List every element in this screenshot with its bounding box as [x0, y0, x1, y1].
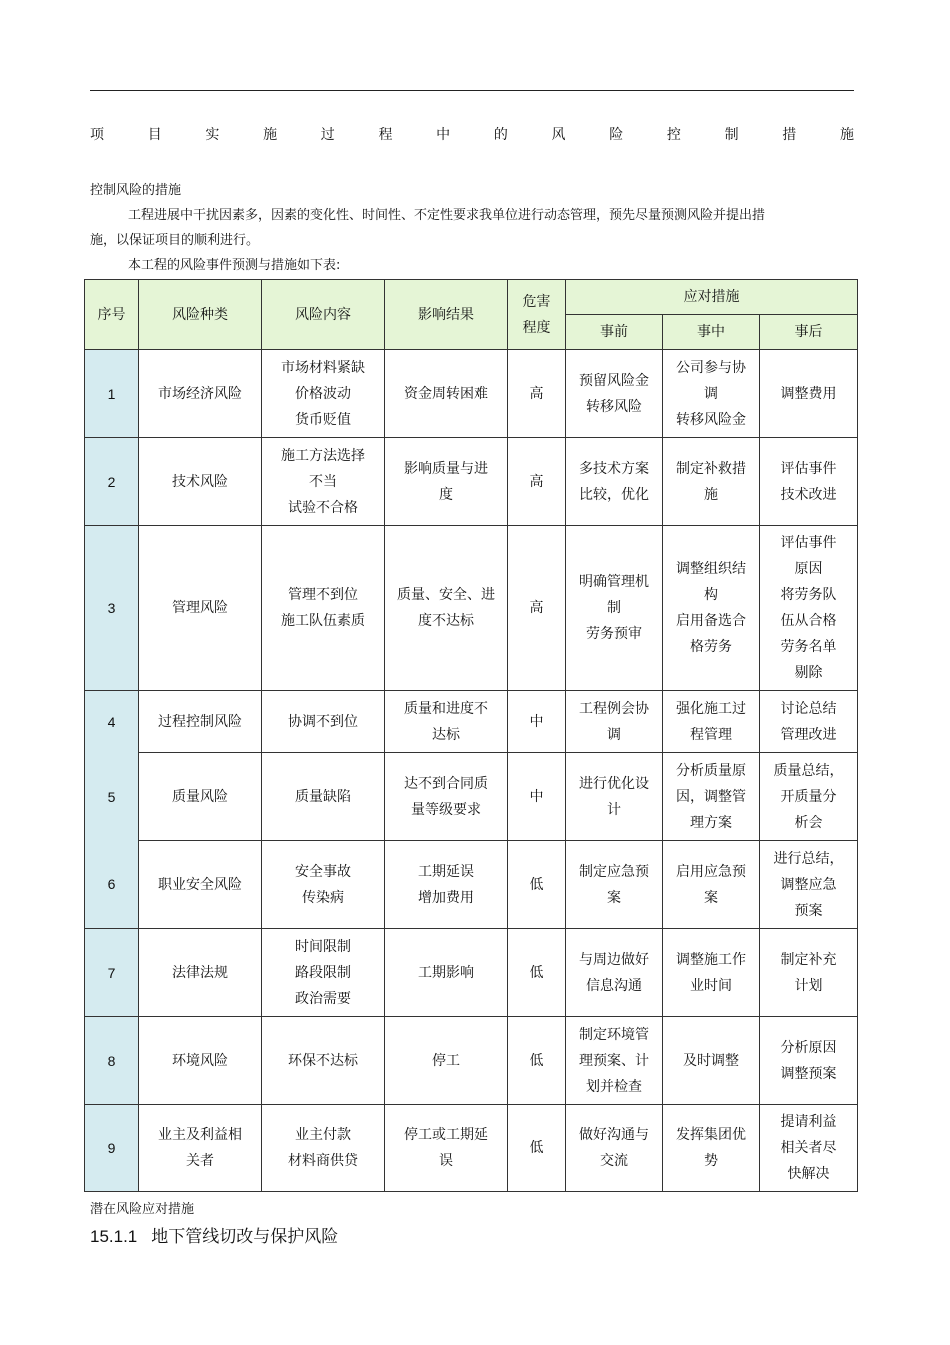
row-after: 制定补充 计划: [760, 929, 858, 1017]
row-level: 低: [508, 1105, 566, 1192]
risk-table: [84, 279, 858, 1192]
row-level: 低: [508, 929, 566, 1017]
header-type: 风险种类: [139, 280, 262, 350]
header-char: 过: [320, 127, 335, 143]
row-impact: 工期影响: [385, 929, 508, 1017]
header-level: 危害 程度: [508, 280, 566, 350]
row-during: 发挥集团优 势: [663, 1105, 760, 1192]
header-impact: 影响结果: [385, 280, 508, 350]
header-char: 程: [378, 127, 393, 143]
row-during: 分析质量原 因，调整管 理方案: [663, 753, 760, 841]
header-rule: [90, 90, 854, 91]
table-row: [85, 1017, 858, 1105]
header-char: 施: [263, 127, 278, 143]
header-after: 事后: [760, 315, 858, 350]
row-impact: 质量和进度不 达标: [385, 691, 508, 753]
row-during: 调整组织结 构 启用备选合 格劳务: [663, 526, 760, 691]
subsection-title: 地下管线切改与保护风险: [151, 1227, 339, 1247]
table-row: [85, 438, 858, 526]
row-content: 市场材料紧缺 价格波动 货币贬值: [262, 350, 385, 438]
row-during: 强化施工过 程管理: [663, 691, 760, 753]
row-before: 进行优化设 计: [566, 753, 663, 841]
page-header-title: [90, 124, 854, 144]
row-type: 职业安全风险: [139, 841, 262, 929]
header-char: 实: [205, 127, 220, 143]
row-impact: 停工: [385, 1017, 508, 1105]
table-intro-paragraph: 本工程的风险事件预测与措施如下表:: [128, 258, 341, 273]
table-row: [85, 526, 858, 691]
row-during: 调整施工作 业时间: [663, 929, 760, 1017]
subsection-heading: [90, 1222, 338, 1247]
row-level: 低: [508, 1017, 566, 1105]
header-char: 风: [551, 127, 566, 143]
section-label: 控制风险的措施: [90, 183, 182, 198]
row-no: 8: [85, 1017, 139, 1105]
header-before: 事前: [566, 315, 663, 350]
row-no: 1: [85, 350, 139, 438]
row-impact: 工期延误 增加费用: [385, 841, 508, 929]
row-after: 讨论总结 管理改进: [760, 691, 858, 753]
row-content: 业主付款 材料商供贷: [262, 1105, 385, 1192]
row-type: 法律法规: [139, 929, 262, 1017]
header-char: 施: [839, 127, 854, 143]
header-char: 措: [782, 127, 797, 143]
row-during: 启用应急预 案: [663, 841, 760, 929]
row-no: 3: [85, 526, 139, 691]
row-level: 高: [508, 350, 566, 438]
row-level: 低: [508, 841, 566, 929]
row-impact: 影响质量与进 度: [385, 438, 508, 526]
row-type: 业主及利益相 关者: [139, 1105, 262, 1192]
subsection-number: 15.1.1: [90, 1227, 138, 1246]
row-level: 中: [508, 691, 566, 753]
row-after: 调整费用: [760, 350, 858, 438]
row-during: 制定补救措 施: [663, 438, 760, 526]
row-content: 施工方法选择 不当 试验不合格: [262, 438, 385, 526]
row-after: 提请利益 相关者尽 快解决: [760, 1105, 858, 1192]
row-before: 预留风险金 转移风险: [566, 350, 663, 438]
header-char: 控: [666, 127, 681, 143]
table-row: [85, 350, 858, 438]
row-no: 4: [85, 691, 139, 753]
row-type: 管理风险: [139, 526, 262, 691]
table-row: [85, 841, 858, 929]
row-content: 协调不到位: [262, 691, 385, 753]
row-no: 2: [85, 438, 139, 526]
table-row: [85, 1105, 858, 1192]
row-before: 制定环境管 理预案、计 划并检查: [566, 1017, 663, 1105]
row-level: 高: [508, 526, 566, 691]
table-row: [85, 753, 858, 841]
row-before: 多技术方案 比较，优化: [566, 438, 663, 526]
row-before: 做好沟通与 交流: [566, 1105, 663, 1192]
header-char: 项: [90, 127, 104, 143]
row-type: 市场经济风险: [139, 350, 262, 438]
row-type: 质量风险: [139, 753, 262, 841]
row-content: 管理不到位 施工队伍素质: [262, 526, 385, 691]
after-table-label: 潜在风险应对措施: [90, 1202, 195, 1217]
row-during: 及时调整: [663, 1017, 760, 1105]
row-after: 评估事件 原因 将劳务队 伍从合格 劳务名单 剔除: [760, 526, 858, 691]
row-type: 过程控制风险: [139, 691, 262, 753]
table-row: [85, 691, 858, 753]
row-no: 9: [85, 1105, 139, 1192]
row-after: 质量总结， 开质量分 析会: [760, 753, 858, 841]
row-no: 6: [85, 841, 139, 929]
row-level: 高: [508, 438, 566, 526]
row-impact: 停工或工期延 误: [385, 1105, 508, 1192]
row-after: 分析原因 调整预案: [760, 1017, 858, 1105]
header-char: 中: [436, 127, 451, 143]
row-before: 制定应急预 案: [566, 841, 663, 929]
row-impact: 质量、安全、进 度不达标: [385, 526, 508, 691]
row-content: 安全事故 传染病: [262, 841, 385, 929]
header-char: 的: [493, 127, 508, 143]
row-type: 环境风险: [139, 1017, 262, 1105]
row-before: 工程例会协 调: [566, 691, 663, 753]
header-char: 险: [609, 127, 624, 143]
row-impact: 达不到合同质 量等级要求: [385, 753, 508, 841]
header-content: 风险内容: [262, 280, 385, 350]
row-no: 5: [85, 753, 139, 841]
row-impact: 资金周转困难: [385, 350, 508, 438]
row-type: 技术风险: [139, 438, 262, 526]
header-no: 序号: [85, 280, 139, 350]
row-before: 明确管理机 制 劳务预审: [566, 526, 663, 691]
intro-paragraph: 工程进展中干扰因素多，因素的变化性、时间性、不定性要求我单位进行动态管理，预先尽量预测风险并提出措施，以保证项目的顺利进行。: [90, 208, 766, 248]
row-content: 时间限制 路段限制 政治需要: [262, 929, 385, 1017]
header-measures: 应对措施: [566, 280, 858, 315]
row-after: 评估事件 技术改进: [760, 438, 858, 526]
row-content: 环保不达标: [262, 1017, 385, 1105]
header-during: 事中: [663, 315, 760, 350]
row-content: 质量缺陷: [262, 753, 385, 841]
row-during: 公司参与协 调 转移风险金: [663, 350, 760, 438]
table-row: [85, 929, 858, 1017]
header-char: 目: [147, 127, 162, 143]
header-char: 制: [724, 127, 739, 143]
row-level: 中: [508, 753, 566, 841]
row-after: 进行总结， 调整应急 预案: [760, 841, 858, 929]
row-no: 7: [85, 929, 139, 1017]
row-before: 与周边做好 信息沟通: [566, 929, 663, 1017]
